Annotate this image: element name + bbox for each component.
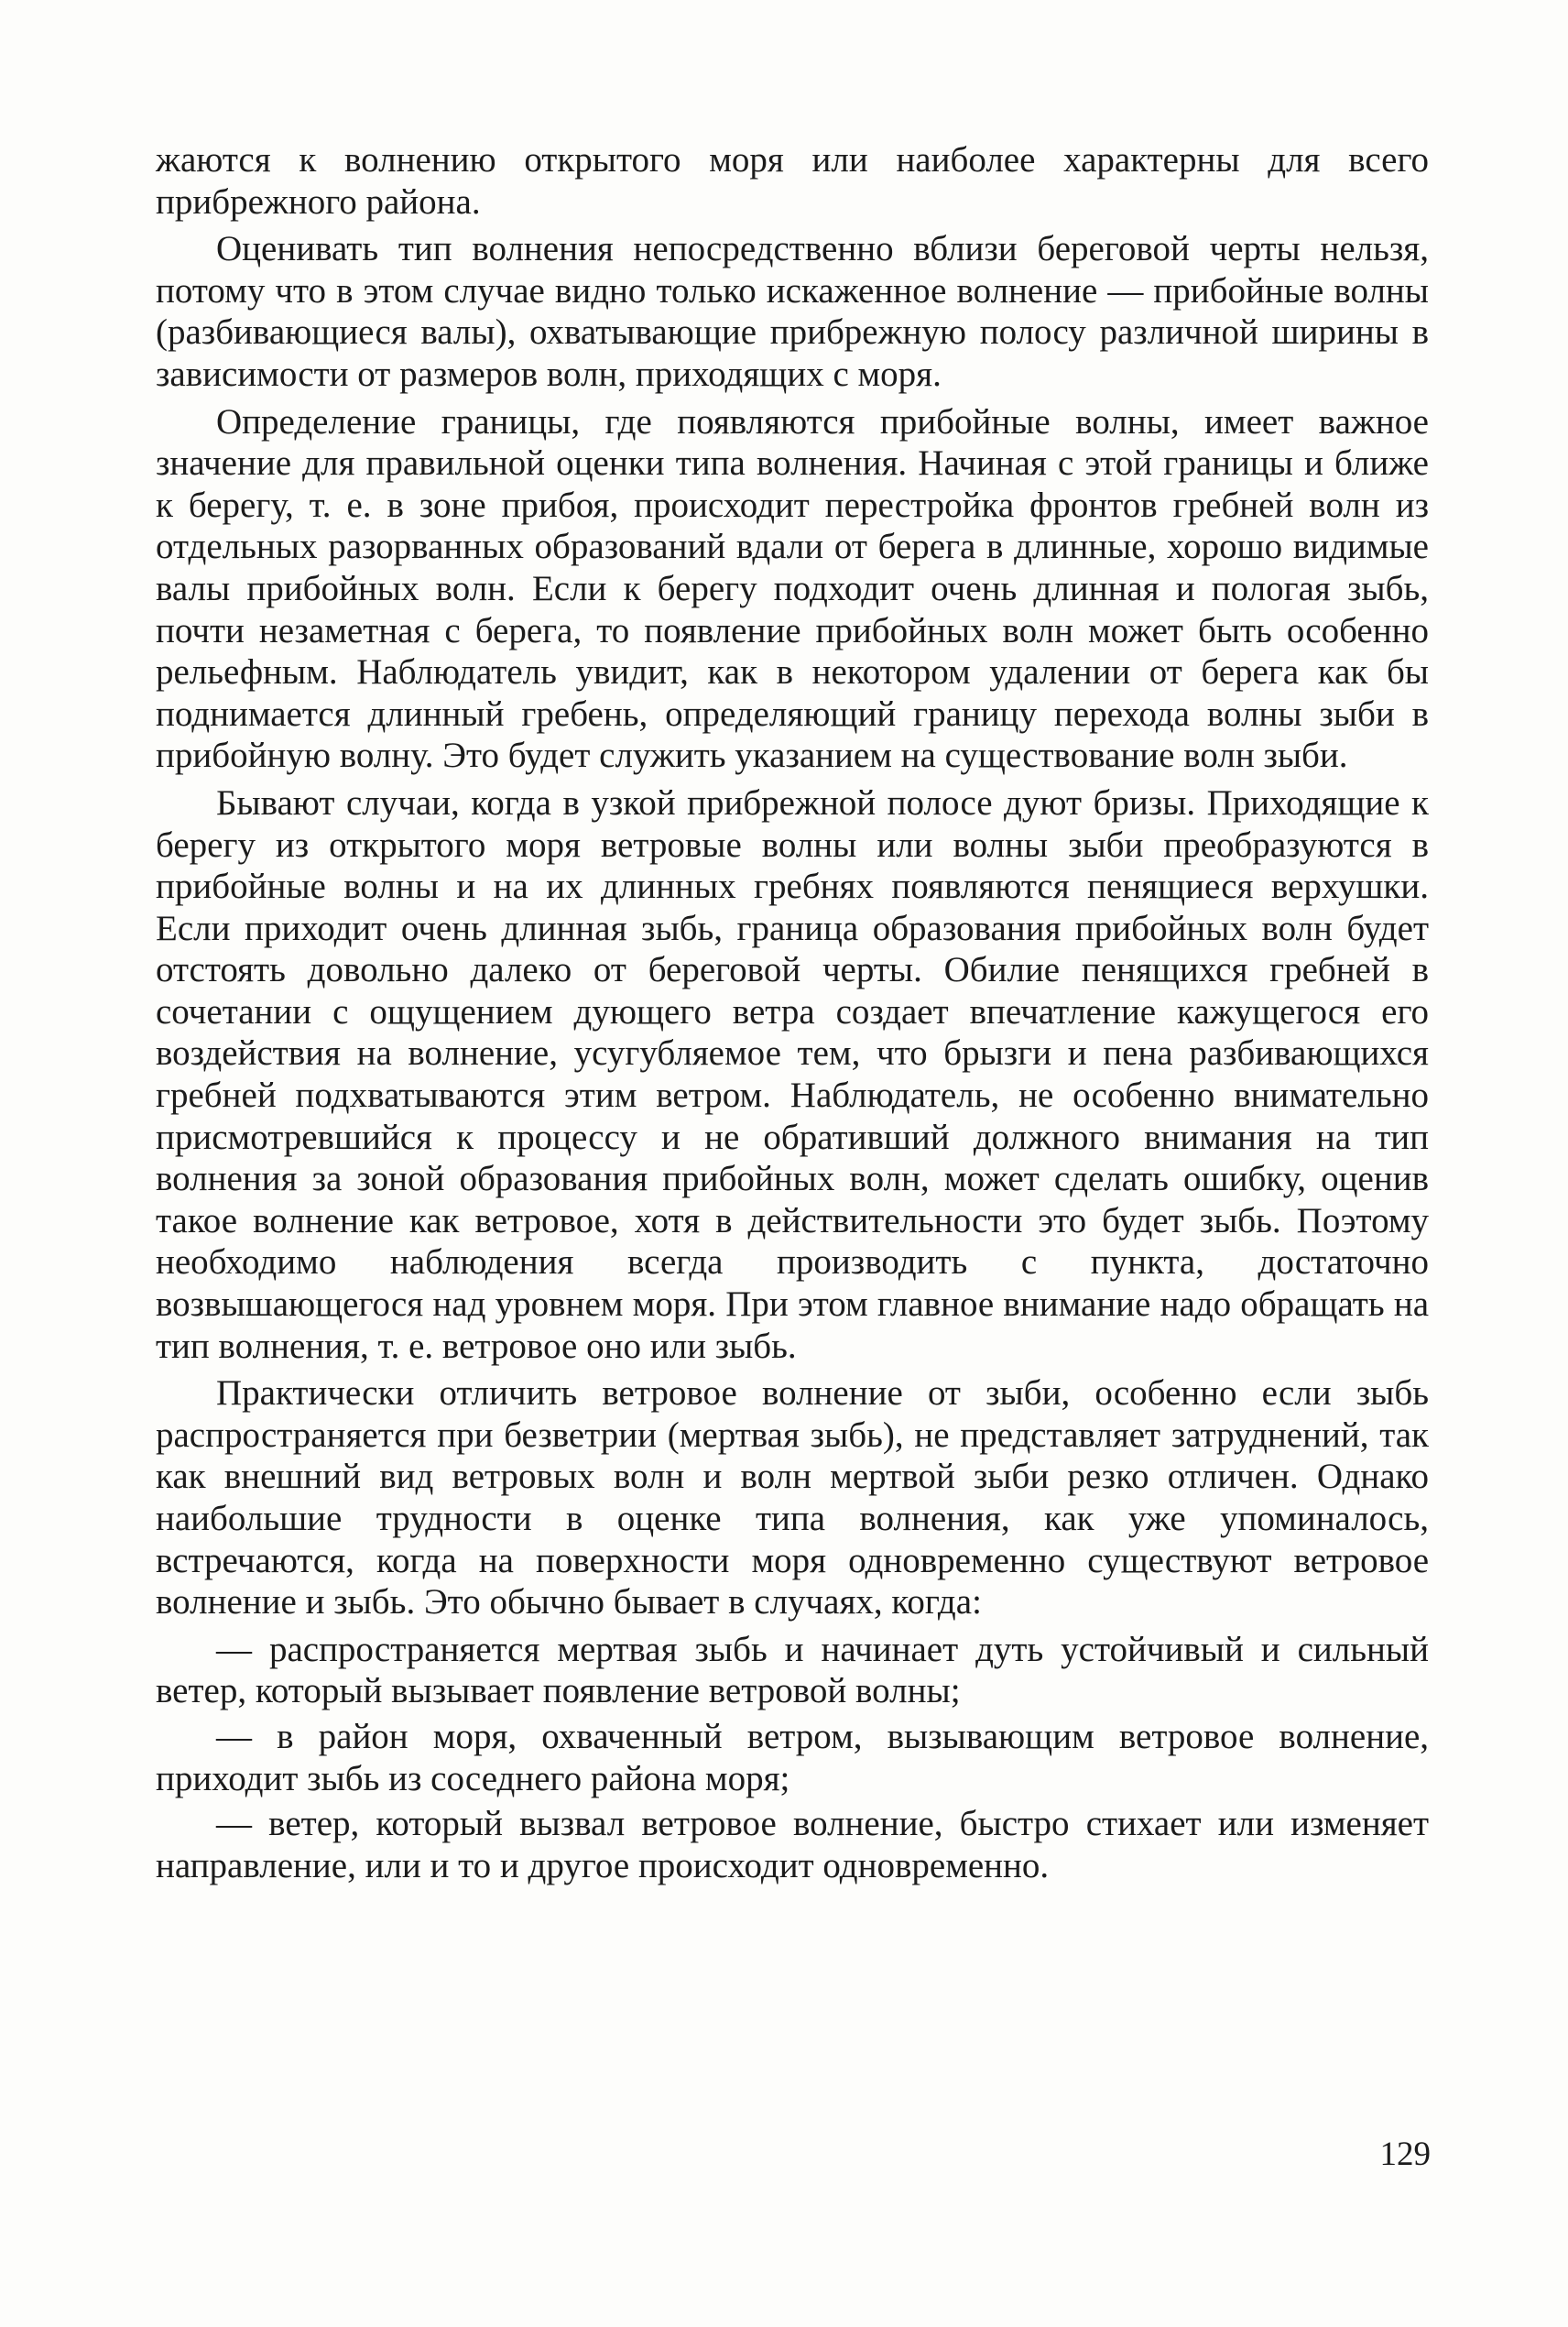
paragraph-surf-boundary: Определение границы, где появляются прибойные волны, имеет важное значение для правильной оценки типа волнения. Начиная с этой границы и ближе к берегу, т. е. в зоне прибоя, происходит перестройка фронтов гребней волн из отдельных разорванных образований вдали от берега в длинные, хорошо видимые валы прибойных волн. Если к берегу подходит очень длинная и пологая зыбь, почти незаметная с берега, то появление прибойных волн может быть особенно рельефным. Наблюдатель увидит, как в некотором удалении от берега как бы поднимается длинный гребень, определяющий границу перехода волны зыби в прибойную волну. Это будет служить указанием на существование волн зыби.: [156, 401, 1429, 776]
paragraph-continuation: жаются к волнению открытого моря или наиболее характерны для всего прибрежного района.: [156, 140, 1429, 222]
paragraph-distinguishing-waves: Практически отличить ветровое волнение от зыби, особенно если зыбь распространяется при безветрии (мертвая зыбь), не представляет затруднений, так как внешний вид ветровых волн и волн мертвой зыби резко отличен. Однако наибольшие трудности в оценке типа волнения, как уже упоминалось, встречаются, когда на поверхности моря одновременно существуют ветровое волнение и зыбь. Это обычно бывает в случаях, когда:: [156, 1373, 1429, 1622]
list-item-dead-swell: — распространяется мертвая зыбь и начинает дуть устойчивый и сильный ветер, который вызывает появление ветровой волны;: [156, 1629, 1429, 1711]
list-item-swell-from-neighbour: — в район моря, охваченный ветром, вызывающим ветровое волнение, приходит зыбь из соседнего района моря;: [156, 1716, 1429, 1798]
paragraph-breezes: Бывают случаи, когда в узкой прибрежной полосе дуют бризы. Приходящие к берегу из открытого моря ветровые волны или волны зыби преобразуются в прибойные волны и на их длинных гребнях появляются пенящиеся верхушки. Если приходит очень длинная зыбь, граница образования прибойных волн будет отстоять довольно далеко от береговой черты. Обилие пенящихся гребней в сочетании с ощущением дующего ветра создает впечатление кажущегося его воздействия на волнение, усугубляемое тем, что брызги и пена разбивающихся гребней подхватываются этим ветром. Наблюдатель, не особенно внимательно присмотревшийся к процессу и не обративший должного внимания на тип волнения за зоной образования прибойных волн, может сделать ошибку, оценив такое волнение как ветровое, хотя в действительности это будет зыбь. Поэтому необходимо наблюдения всегда производить с пункта, достаточно возвышающегося над уровнем моря. При этом главное внимание надо обращать на тип волнения, т. е. ветровое оно или зыбь.: [156, 782, 1429, 1366]
page-number: 129: [1379, 2136, 1431, 2173]
paragraph-wave-type-near-shore: Оценивать тип волнения непосредственно вблизи береговой черты нельзя, потому что в этом случае видно только искаженное волнение — прибойные волны (разбивающиеся валы), охватывающие прибрежную полосу различной ширины в зависимости от размеров волн, приходящих с моря.: [156, 229, 1429, 394]
body-text: [156, 139, 1429, 1890]
list-item-wind-subsides: — ветер, который вызвал ветровое волнение, быстро стихает или изменяет направление, или и то и другое происходит одновременно.: [156, 1804, 1429, 1885]
